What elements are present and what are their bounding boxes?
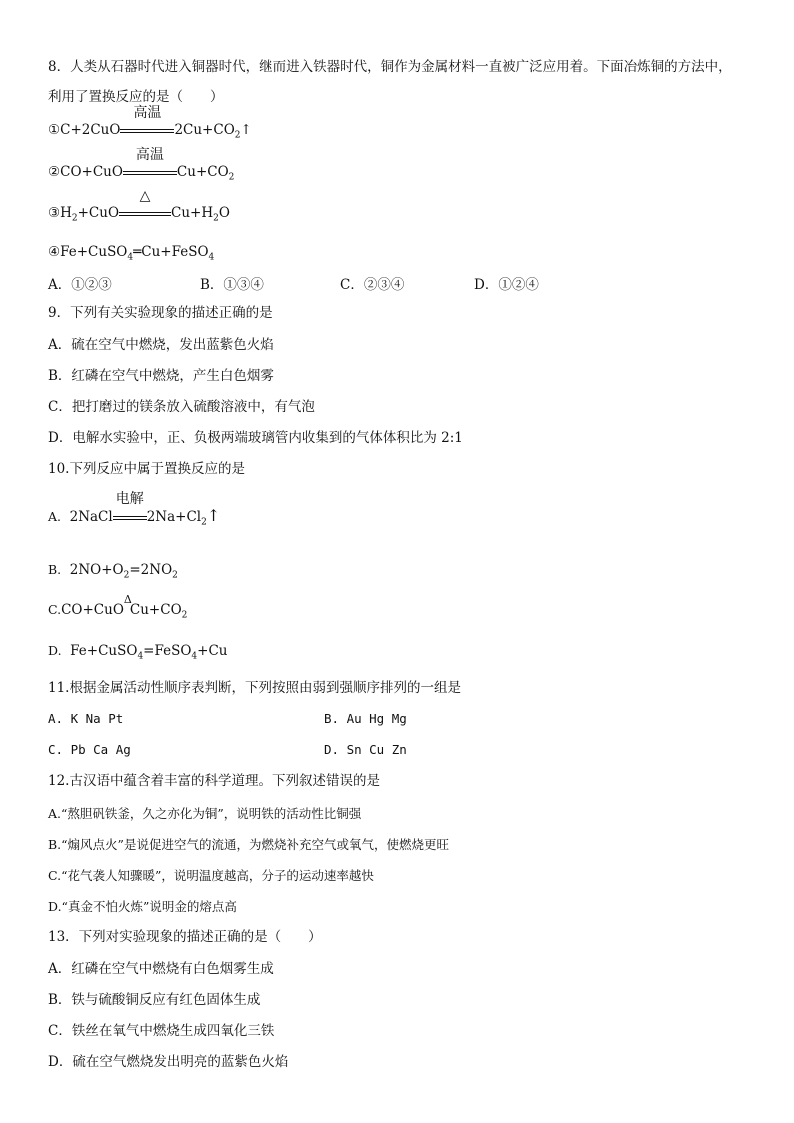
q8-stem-line2: 利用了置换反应的是（ ） xyxy=(48,89,224,105)
equals-sign xyxy=(120,124,174,138)
q8-option-c: C．②③④ xyxy=(340,277,405,293)
q8-option-a: A．①②③ xyxy=(48,277,112,293)
reaction-condition: Δ xyxy=(123,593,132,606)
q12-option-b: B.“煽风点火”是说促进空气的流通，为燃烧补充空气或氧气，使燃烧更旺 xyxy=(48,837,449,852)
q13-option-b: B．铁与硫酸铜反应有红色固体生成 xyxy=(48,992,261,1008)
reaction-condition: 高温 xyxy=(135,147,164,163)
reaction-condition: 电解 xyxy=(115,491,144,507)
q10-option-b: B. $2NO+O_2=2NO_2$ xyxy=(48,562,178,581)
q9-option-c: C．把打磨过的镁条放入硫酸溶液中，有气泡 xyxy=(48,399,315,415)
q12-option-d: D.“真金不怕火炼”说明金的熔点高 xyxy=(48,899,237,914)
equals-sign xyxy=(119,207,171,221)
q10-stem: 10.下列反应中属于置换反应的是 xyxy=(48,461,245,477)
q8-option-d: D．①②④ xyxy=(474,277,539,293)
q12-stem: 12.古汉语中蕴含着丰富的科学道理。下列叙述错误的是 xyxy=(48,773,380,789)
q13-option-c: C．铁丝在氧气中燃烧生成四氧化三铁 xyxy=(48,1023,275,1039)
q9-stem: 9．下列有关实验现象的描述正确的是 xyxy=(48,305,273,321)
q8-reaction-2: ②CO+CuO 高温 $Cu+CO_2$ xyxy=(48,147,235,183)
q10-option-a: A. 2NaCl 电解 $2Na+Cl_2↑$ xyxy=(48,491,221,528)
q9-option-a: A．硫在空气中燃烧，发出蓝紫色火焰 xyxy=(48,337,274,353)
reaction-condition: 高温 xyxy=(133,105,162,121)
q13-option-a: A．红磷在空气中燃烧有白色烟雾生成 xyxy=(48,961,274,977)
q11-option-d: D. Sn Cu Zn xyxy=(324,742,407,757)
q10-option-c: C.CO+CuO Δ $Cu+CO_2$ xyxy=(48,593,188,621)
q13-option-d: D．硫在空气燃烧发出明亮的蓝紫色火焰 xyxy=(48,1054,289,1070)
q11-stem: 11.根据金属活动性顺序表判断，下列按照由弱到强顺序排列的一组是 xyxy=(48,680,461,696)
q12-option-a: A.“熬胆矾铁釜，久之亦化为铜”，说明铁的活动性比铜强 xyxy=(48,806,362,821)
q9-option-b: B．红磷在空气中燃烧，产生白色烟雾 xyxy=(48,368,274,384)
equals-sign xyxy=(113,511,147,525)
q12-option-c: C.“花气袭人知骤暖”，说明温度越高，分子的运动速率越快 xyxy=(48,868,374,883)
reaction-condition: △ xyxy=(139,188,151,204)
q10-option-d: D. Fe+CuSO$_4$=FeSO$_4$+Cu xyxy=(48,643,228,662)
q9-option-d: D．电解水实验中，正、负极两端玻璃管内收集到的气体体积比为 2:1 xyxy=(48,430,463,446)
q8-reaction-4: ④Fe+CuSO$_4$═Cu+FeSO$_4$ xyxy=(48,244,215,263)
q11-option-c: C. Pb Ca Ag xyxy=(48,742,131,757)
q8-stem-line1: 8．人类从石器时代进入铜器时代，继而进入铁器时代，铜作为金属材料一直被广泛应用着。下面冶炼铜的方法中， xyxy=(48,59,732,75)
q8-reaction-1: ①C+2CuO 高温 $2Cu+CO_2↑$ xyxy=(48,105,252,141)
q8-reaction-3: $③H_2+CuO$ △ $Cu+H_2O$ xyxy=(48,188,230,224)
q13-stem: 13．下列对实验现象的描述正确的是（ ） xyxy=(48,929,322,945)
q11-option-b: B. Au Hg Mg xyxy=(324,711,407,726)
q11-option-a: A. K Na Pt xyxy=(48,711,124,726)
equals-sign xyxy=(123,166,177,180)
q8-option-b: B．①③④ xyxy=(200,277,264,293)
